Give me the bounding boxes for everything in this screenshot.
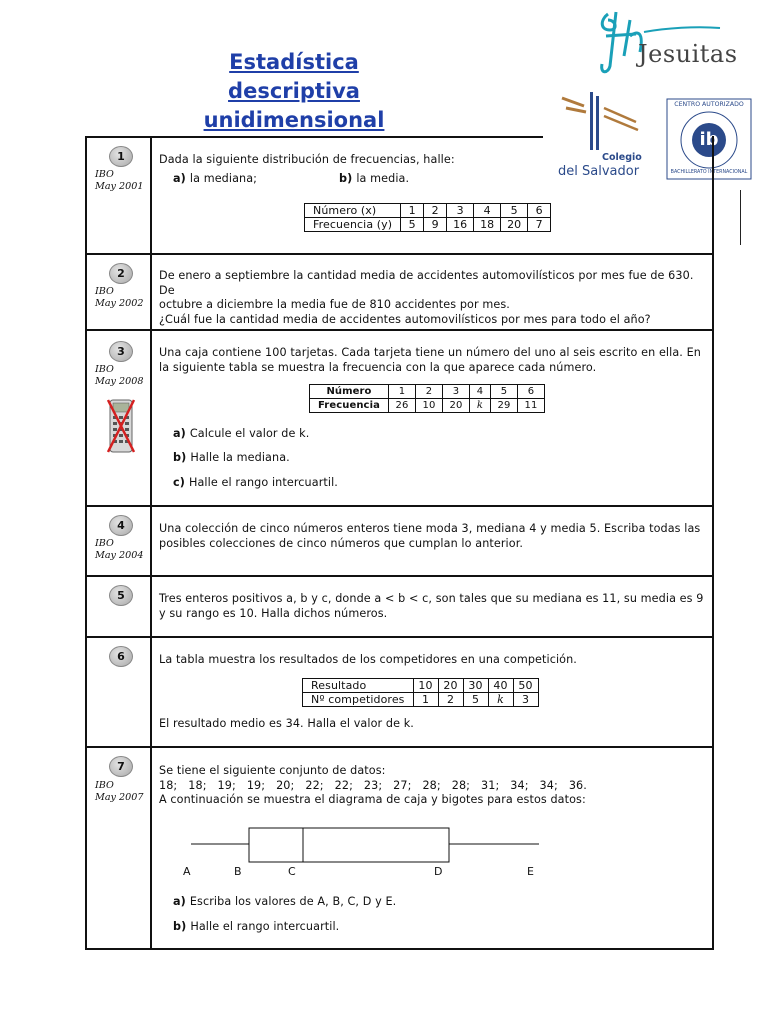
problem-text-line: Tres enteros positivos a, b y c, donde a < b < c, son tales que su mediana es 11, su media es 9 xyxy=(159,592,704,605)
table-cell: 3 xyxy=(447,204,474,218)
source-date: May 2004 xyxy=(95,549,144,561)
problem-4 xyxy=(85,505,714,577)
problem-4-sidebar xyxy=(87,505,152,575)
data-list: 18; 18; 19; 19; 20; 22; 22; 23; 27; 28; 28; 31; 34; 34; 36. xyxy=(159,778,587,792)
box xyxy=(249,828,449,862)
problem-text-line: De enero a septiembre la cantidad media de accidentes automovilísticos por mes fue de 630. De xyxy=(159,269,694,297)
part-text: la media. xyxy=(356,171,410,185)
jesuitas-wordmark: Jesuitas xyxy=(638,40,738,68)
table-cell: 26 xyxy=(388,399,415,413)
table-head: Nº competidores xyxy=(303,693,414,707)
title-line-2: unidimensional xyxy=(203,108,385,132)
ib-top-text: CENTRO AUTORIZADO xyxy=(674,101,744,108)
boxplot-label-c: C xyxy=(288,865,296,878)
problem-number-badge: 3 xyxy=(109,341,133,362)
problem-7-sidebar xyxy=(87,748,152,948)
problem-number-badge: 1 xyxy=(109,146,133,167)
table-cell: 3 xyxy=(442,385,469,399)
problem-text-line: la siguiente tabla se muestra la frecuencia con la que aparece cada número. xyxy=(159,360,597,374)
part-b xyxy=(173,920,339,935)
title-line-1: Estadística descriptiva xyxy=(228,50,360,103)
source-org: IBO xyxy=(95,538,114,549)
table-cell: 9 xyxy=(424,218,447,232)
table-cell: 20 xyxy=(501,218,528,232)
problem-source xyxy=(95,780,143,803)
table-cell: 16 xyxy=(447,218,474,232)
boxplot-label-e: E xyxy=(527,865,535,878)
problem-6-sidebar xyxy=(87,638,152,746)
problem-3 xyxy=(85,331,714,507)
source-org: IBO xyxy=(95,780,114,791)
table-cell: 6 xyxy=(528,204,551,218)
problem-text-line: y su rango es 10. Halla dichos números. xyxy=(159,606,388,620)
part-label: b) xyxy=(173,920,187,933)
no-calculator-icon xyxy=(107,399,135,453)
part-b xyxy=(173,451,290,466)
table-cell: 20 xyxy=(438,679,463,693)
problem-5-sidebar xyxy=(87,577,152,636)
table-cell: 50 xyxy=(513,679,538,693)
part-text: Calcule el valor de k. xyxy=(189,427,310,440)
part-text: la mediana; xyxy=(189,171,258,185)
table-cell: 29 xyxy=(490,399,517,413)
problem-text: Dada la siguiente distribución de frecuencias, halle: xyxy=(159,153,455,166)
results-table xyxy=(302,678,539,707)
part-label: a) xyxy=(173,895,186,908)
problem-1 xyxy=(85,136,714,255)
table-cell: 7 xyxy=(528,218,551,232)
frequency-table xyxy=(309,384,545,413)
table-cell: 5 xyxy=(401,218,424,232)
table-cell: 20 xyxy=(442,399,469,413)
ib-letters: ib xyxy=(699,129,719,150)
problem-1-sidebar xyxy=(87,136,152,253)
table-cell: 11 xyxy=(517,399,544,413)
table-cell: 2 xyxy=(438,693,463,707)
table-cell: 1 xyxy=(413,693,438,707)
problem-source xyxy=(95,538,143,561)
problem-3-content xyxy=(159,331,706,489)
problem-1-content xyxy=(159,136,706,231)
problem-7-content xyxy=(159,748,706,933)
table-cell: 5 xyxy=(463,693,488,707)
problem-3-sidebar xyxy=(87,331,152,505)
part-a xyxy=(173,172,257,187)
table-cell: 40 xyxy=(488,679,513,693)
table-cell: 3 xyxy=(513,693,538,707)
problem-text-line: posibles colecciones de cinco números que cumplan lo anterior. xyxy=(159,536,524,550)
table-cell: 4 xyxy=(474,204,501,218)
problem-text-line: La tabla muestra los resultados de los competidores en una competición. xyxy=(159,653,577,666)
table-row xyxy=(305,218,551,232)
table-cell: 18 xyxy=(474,218,501,232)
table-head: Número (x) xyxy=(305,204,401,218)
part-label: b) xyxy=(173,451,187,464)
problem-7 xyxy=(85,748,714,950)
table-cell: 5 xyxy=(501,204,528,218)
problem-text-line: El resultado medio es 34. Halla el valor de k. xyxy=(159,717,414,730)
table-cell: 1 xyxy=(401,204,424,218)
table-cell: 2 xyxy=(415,385,442,399)
problem-text-line: ¿Cuál fue la cantidad media de accidentes automovilísticos por mes para todo el año? xyxy=(159,312,651,326)
part-text: Halle el rango intercuartil. xyxy=(190,920,340,933)
problem-5-content xyxy=(159,577,706,621)
table-head: Frecuencia xyxy=(310,399,389,413)
table-row xyxy=(310,385,545,399)
problem-text-line: Una colección de cinco números enteros tiene moda 3, mediana 4 y media 5. Escriba todas las xyxy=(159,522,701,535)
source-org: IBO xyxy=(95,169,114,180)
part-label: a) xyxy=(173,427,186,440)
jesuitas-logo xyxy=(596,6,738,80)
source-org: IBO xyxy=(95,286,114,297)
part-a xyxy=(173,427,309,442)
problem-source xyxy=(95,286,143,309)
table-cell: 30 xyxy=(463,679,488,693)
problem-2 xyxy=(85,253,714,331)
problem-number-badge: 6 xyxy=(109,646,133,667)
table-head: Número xyxy=(310,385,389,399)
table-cell: k xyxy=(469,399,490,413)
table-cell: 10 xyxy=(413,679,438,693)
table-head: Frecuencia (y) xyxy=(305,218,401,232)
table-cell: 1 xyxy=(388,385,415,399)
problem-2-sidebar xyxy=(87,253,152,329)
table-cell: k xyxy=(488,693,513,707)
source-date: May 2007 xyxy=(95,791,144,803)
part-b xyxy=(339,172,409,187)
colegio-name-text: del Salvador xyxy=(558,164,640,179)
source-date: May 2008 xyxy=(95,375,144,387)
frequency-table xyxy=(304,203,551,232)
table-cell: 6 xyxy=(517,385,544,399)
box-and-whisker-plot xyxy=(175,824,615,864)
problem-source xyxy=(95,364,143,387)
problem-parts xyxy=(159,172,706,187)
margin-rule xyxy=(740,190,741,245)
source-date: May 2002 xyxy=(95,297,144,309)
part-a xyxy=(173,895,396,910)
table-cell: 2 xyxy=(424,204,447,218)
part-label: b) xyxy=(339,171,353,185)
part-text: Halle el rango intercuartil. xyxy=(188,476,338,489)
problem-number-badge: 5 xyxy=(109,585,133,606)
part-c xyxy=(173,476,338,491)
problem-text-line: octubre a diciembre la media fue de 810 accidentes por mes. xyxy=(159,298,510,311)
colegio-small-text: Colegio xyxy=(602,152,642,163)
problem-6 xyxy=(85,638,714,748)
problem-2-content xyxy=(159,253,706,327)
problem-4-content xyxy=(159,505,706,551)
source-date: May 2001 xyxy=(95,180,144,192)
problem-source xyxy=(95,169,143,192)
table-row xyxy=(310,399,545,413)
part-text: Escriba los valores de A, B, C, D y E. xyxy=(189,895,397,908)
problem-number-badge: 4 xyxy=(109,515,133,536)
source-org: IBO xyxy=(95,364,114,375)
table-row xyxy=(303,679,539,693)
table-cell: 10 xyxy=(415,399,442,413)
table-cell: 5 xyxy=(490,385,517,399)
problem-6-content xyxy=(159,638,706,730)
table-cell: 4 xyxy=(469,385,490,399)
boxplot-label-b: B xyxy=(234,865,242,878)
boxplot-label-d: D xyxy=(434,865,443,878)
problem-number-badge: 7 xyxy=(109,756,133,777)
problem-text-line: Una caja contiene 100 tarjetas. Cada tarjeta tiene un número del uno al seis escrito en ella. En xyxy=(159,346,701,359)
table-row xyxy=(305,204,551,218)
part-label: a) xyxy=(173,171,186,185)
ib-bottom-text: BACHILLERATO INTERNACIONAL xyxy=(670,170,748,175)
problem-text-line: Se tiene el siguiente conjunto de datos: xyxy=(159,764,386,777)
page-title xyxy=(160,48,428,135)
table-row xyxy=(303,693,539,707)
part-label: c) xyxy=(173,476,185,489)
boxplot-label-a: A xyxy=(183,865,191,878)
part-text: Halle la mediana. xyxy=(190,451,290,464)
problem-text-line: A continuación se muestra el diagrama de caja y bigotes para estos datos: xyxy=(159,793,586,806)
table-head: Resultado xyxy=(303,679,414,693)
problem-number-badge: 2 xyxy=(109,263,133,284)
problem-5 xyxy=(85,577,714,638)
